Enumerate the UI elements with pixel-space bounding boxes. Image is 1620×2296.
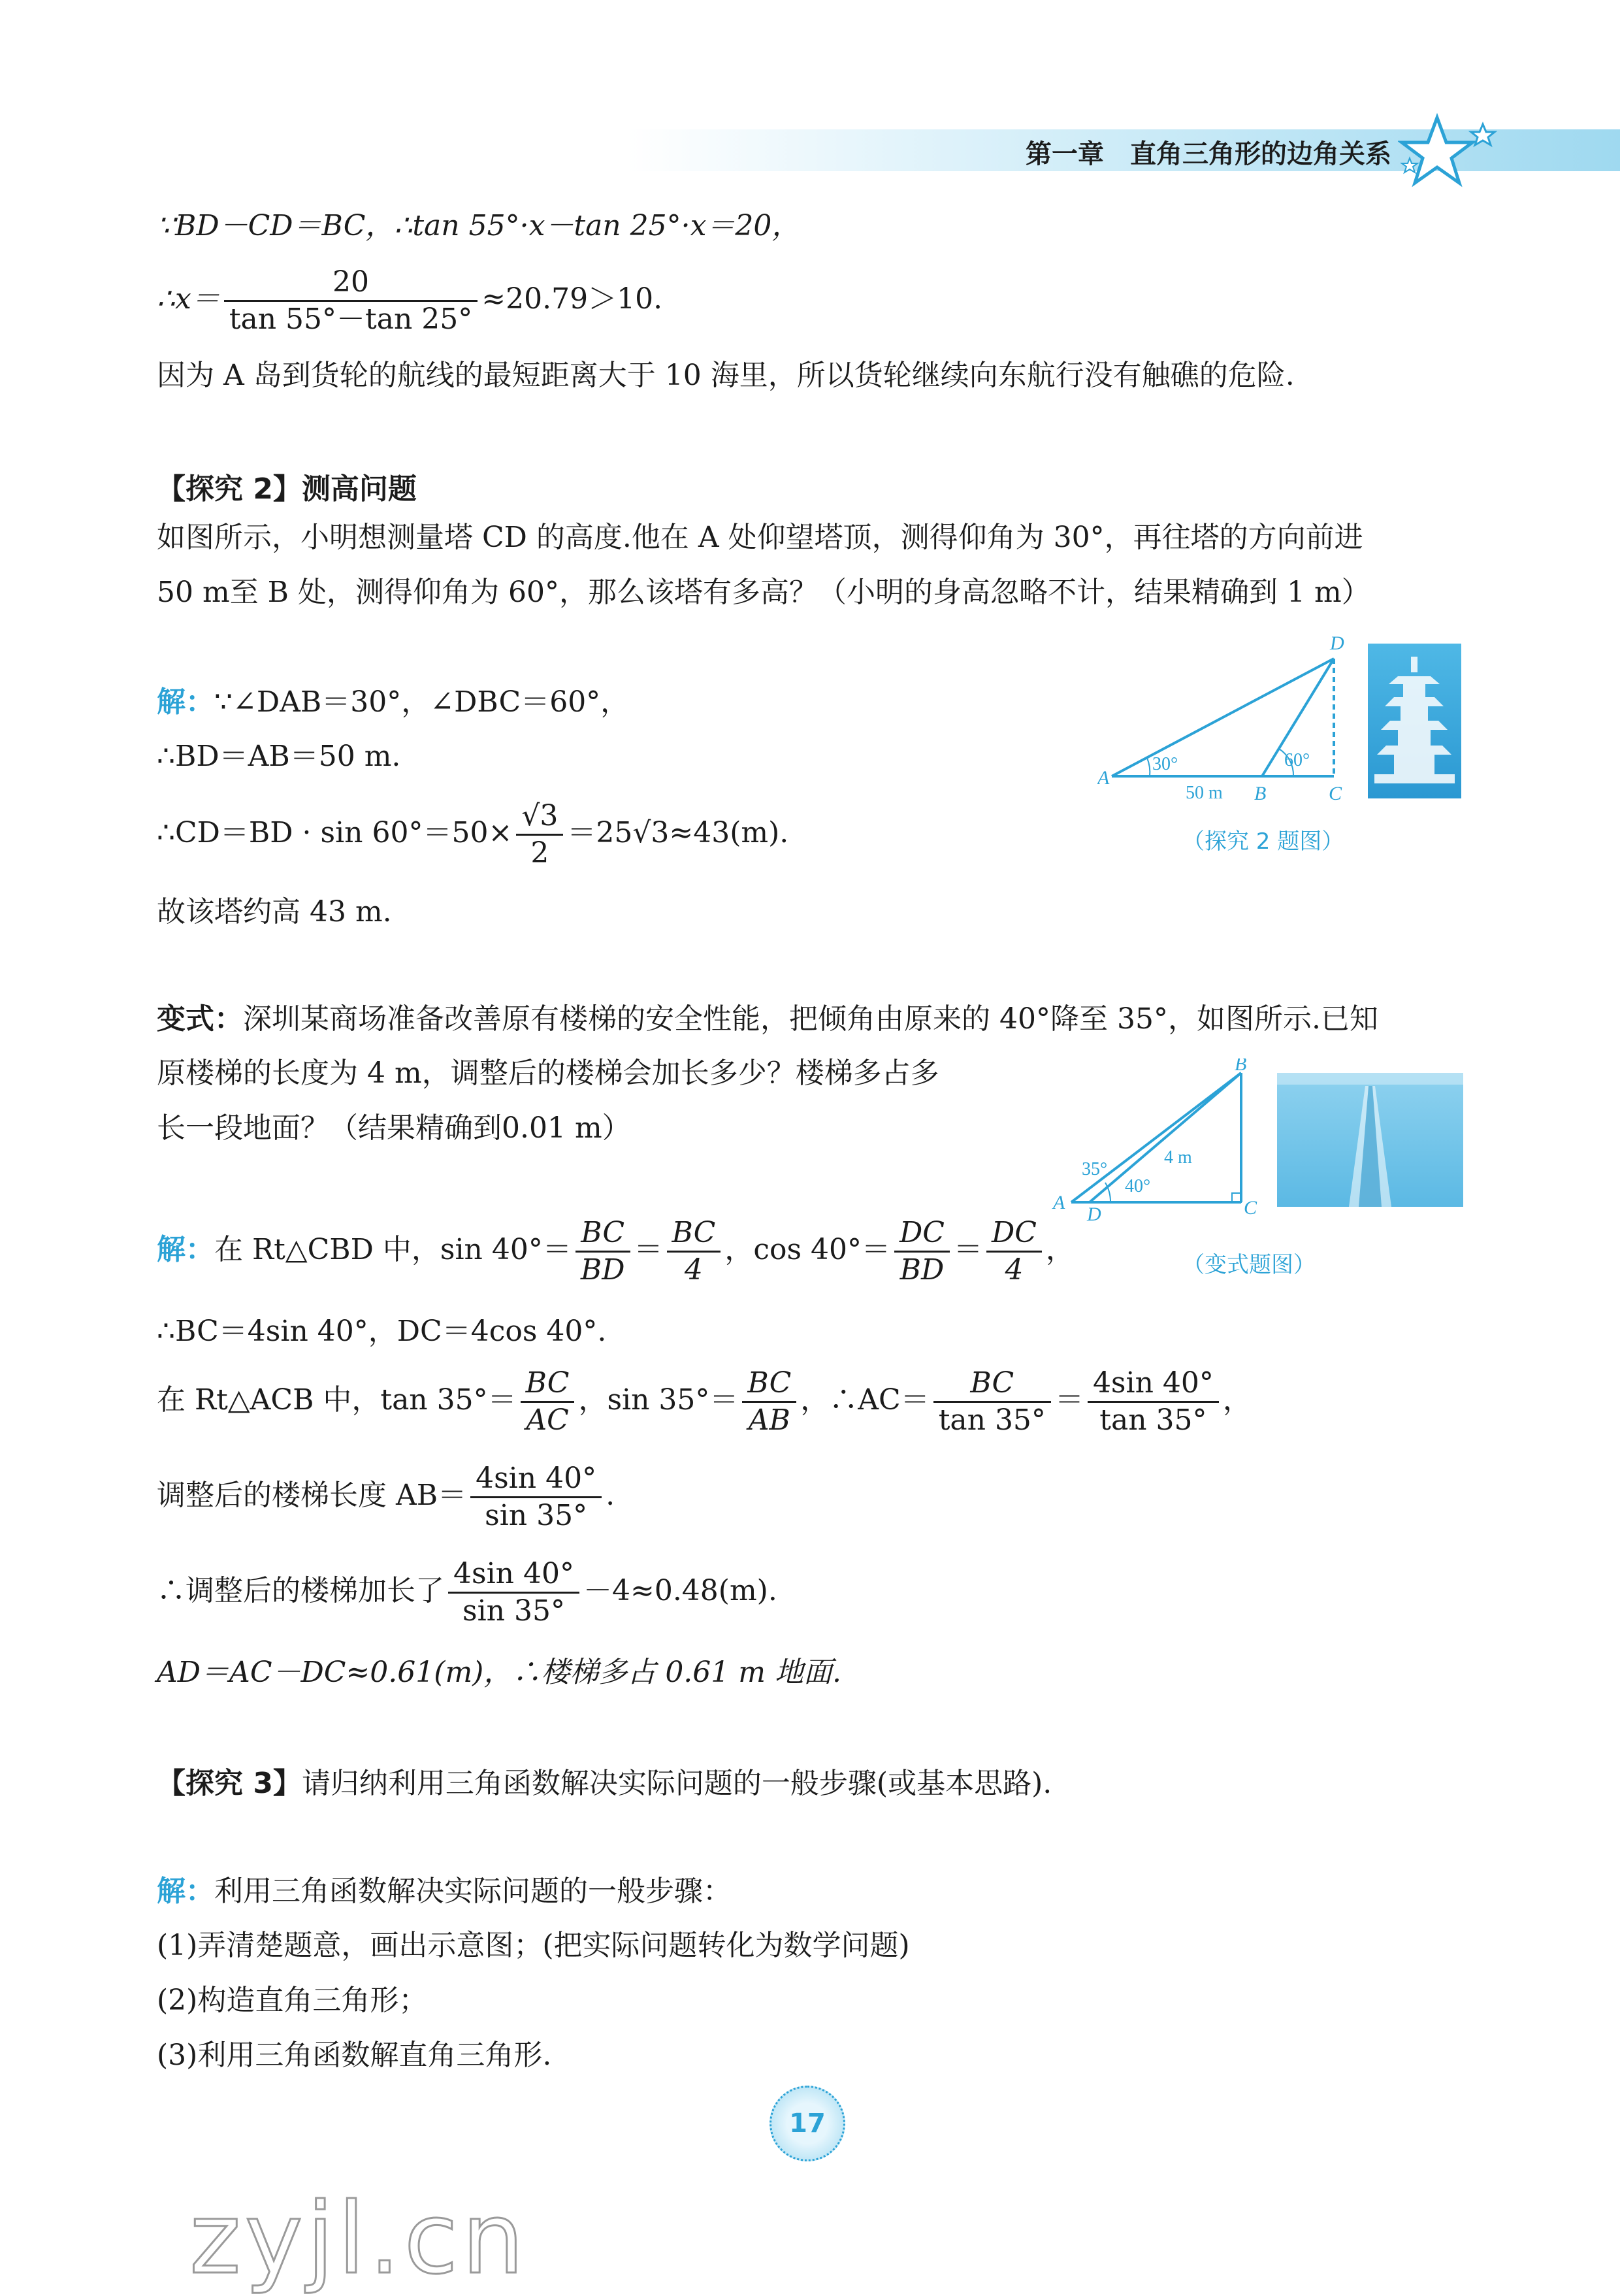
label-point-a: A (1097, 767, 1110, 789)
solution-label: 解： (157, 1875, 214, 1908)
numerator: 4sin 40° (1088, 1366, 1219, 1403)
solution-line: (1)弄清楚题意，画出示意图；(把实际问题转化为数学问题) (157, 1929, 910, 1962)
numerator: BC (521, 1366, 575, 1403)
formula-line (157, 1556, 777, 1629)
formula-text: －4≈0.48(m). (583, 1574, 777, 1607)
solution-line: 故该塔约高 43 m. (157, 895, 392, 928)
formula-text: 在 Rt△ACB 中，tan 35°＝ (157, 1383, 517, 1417)
denominator: AC (526, 1403, 569, 1437)
section-heading: 【探究 3】 (157, 1767, 302, 1800)
stair-figure (1045, 1058, 1261, 1222)
denominator: AB (748, 1403, 790, 1437)
question-line (157, 1000, 1378, 1039)
question-line: 如图所示，小明想测量塔 CD 的高度.他在 A 处仰望塔顶，测得仰角为 30°，再往塔的方向前进 (157, 521, 1363, 554)
watermark: zyjl.cn (189, 2182, 528, 2296)
label-point-c: C (1244, 1197, 1257, 1219)
solution-label: 解： (157, 1233, 214, 1266)
question-text: 深圳某商场准备改善原有楼梯的安全性能，把倾角由原来的 40°降至 35°，如图所示.已知 (243, 1002, 1378, 1036)
denominator: 2 (530, 836, 549, 870)
solution-line: ∴BD＝AB＝50 m. (157, 740, 401, 773)
text-line: 因为 A 岛到货轮的航线的最短距离大于 10 海里，所以货轮继续向东航行没有触礁的危险. (157, 359, 1295, 392)
numerator: √3 (516, 798, 563, 836)
formula-prefix: ∴CD＝BD · sin 60°＝50× (157, 816, 513, 849)
denominator: BD (580, 1253, 625, 1287)
solution-line (157, 683, 629, 722)
fraction (933, 1366, 1051, 1438)
formula-text: ，sin 35°＝ (578, 1383, 739, 1417)
pagoda-photo (1368, 644, 1461, 798)
denominator: BD (899, 1253, 945, 1287)
denominator: 4 (684, 1253, 703, 1287)
solution-line: (3)利用三角函数解直角三角形. (157, 2039, 552, 2072)
formula-suffix: ＝25√3≈43(m). (567, 816, 789, 849)
denominator: tan 35° (1099, 1403, 1207, 1437)
denominator: sin 35° (485, 1499, 588, 1532)
numerator: 4sin 40° (448, 1556, 579, 1594)
formula-prefix: ∴x＝ (157, 282, 220, 316)
fraction (521, 1366, 575, 1438)
section-heading: 【探究 2】测高问题 (157, 472, 417, 506)
denominator: tan 35° (938, 1403, 1046, 1437)
formula-line (157, 1461, 615, 1533)
numerator: 4sin 40° (470, 1461, 602, 1498)
numerator: DC (986, 1215, 1042, 1253)
star-icon (1398, 111, 1502, 189)
denominator: tan 55°－tan 25° (229, 303, 473, 336)
escalator-photo (1277, 1073, 1463, 1207)
solution-line (157, 1872, 732, 1911)
numerator: BC (667, 1215, 721, 1253)
length-label: 4 m (1164, 1147, 1192, 1168)
label-point-a: A (1053, 1192, 1065, 1213)
formula-text: ， (1045, 1233, 1075, 1266)
question-text: 请归纳利用三角函数解决实际问题的一般步骤(或基本思路). (301, 1767, 1052, 1800)
page-number: 17 (789, 2108, 826, 2139)
fraction (894, 1215, 950, 1288)
fraction (1088, 1366, 1219, 1438)
numerator: BC (742, 1366, 796, 1403)
figure-caption: （探究 2 题图） (1182, 828, 1344, 855)
formula-line (157, 1366, 1252, 1438)
solution-line: (2)构造直角三角形； (157, 1984, 428, 2017)
angle-label-a: 35° (1082, 1159, 1108, 1179)
denominator: sin 35° (462, 1594, 565, 1628)
formula-text: ， (1222, 1383, 1252, 1417)
numerator: 20 (224, 265, 478, 302)
solution-label: 解： (157, 685, 214, 719)
page-number-badge (770, 2086, 845, 2161)
formula-text: 在 Rt△CBD 中，sin 40°＝ (214, 1233, 572, 1266)
equals: ＝ (634, 1233, 663, 1266)
formula-text: 调整后的楼梯长度 AB＝ (157, 1479, 467, 1512)
formula-text: . (606, 1479, 615, 1512)
denominator: 4 (1005, 1253, 1024, 1287)
fraction (575, 1215, 630, 1288)
angle-label-d: 40° (1125, 1176, 1151, 1196)
solution-text: 利用三角函数解决实际问题的一般步骤： (214, 1875, 732, 1908)
numerator: DC (894, 1215, 950, 1253)
formula-suffix: ≈20.79＞10. (481, 282, 663, 316)
section-line (157, 1764, 1052, 1803)
label-point-b: B (1235, 1058, 1247, 1075)
fraction (667, 1215, 721, 1288)
fraction (448, 1556, 579, 1629)
equals: ＝ (953, 1233, 982, 1266)
formula-line (157, 265, 662, 337)
question-line: 原楼梯的长度为 4 m，调整后的楼梯会加长多少？楼梯多占多 (157, 1057, 939, 1090)
escalator-icon (1277, 1073, 1463, 1207)
triangle-figure (1097, 627, 1378, 810)
solution-line: ∴BC＝4sin 40°，DC＝4cos 40°. (157, 1315, 607, 1348)
numerator: BC (575, 1215, 630, 1253)
equals: ＝ (1054, 1383, 1084, 1417)
length-label: 50 m (1186, 783, 1223, 803)
label-point-d: D (1087, 1204, 1101, 1222)
variant-label: 变式： (157, 1002, 243, 1036)
chapter-title: 直角三角形的边角关系 (1130, 139, 1391, 169)
question-line: 50 m至 B 处，测得仰角为 60°，那么该塔有多高？（小明的身高忽略不计，结果精确到 1 m） (157, 576, 1370, 609)
label-point-b: B (1254, 783, 1267, 804)
formula-text: ∴调整后的楼梯加长了 (157, 1574, 444, 1607)
fraction (742, 1366, 796, 1438)
solution-line: AD＝AC－DC≈0.61(m)，∴楼梯多占 0.61 m 地面. (157, 1656, 841, 1689)
formula-text: ，∴AC＝ (800, 1383, 930, 1417)
formula-line (157, 1215, 1075, 1288)
fraction (516, 798, 563, 871)
numerator: BC (933, 1366, 1051, 1403)
chapter-label: 第一章 (1026, 139, 1104, 169)
label-point-d: D (1330, 632, 1344, 654)
fraction (986, 1215, 1042, 1288)
angle-label-b: 60° (1284, 750, 1310, 770)
fraction (470, 1461, 602, 1533)
question-line: 长一段地面？（结果精确到0.01 m） (157, 1111, 631, 1145)
formula-line (157, 798, 788, 871)
figure-caption: （变式题图） (1182, 1252, 1316, 1278)
text-line: ∵BD－CD＝BC，∴tan 55°·x－tan 25°·x＝20， (157, 209, 801, 242)
fraction (224, 265, 478, 337)
label-point-c: C (1329, 783, 1342, 804)
formula-text: ，cos 40°＝ (724, 1233, 891, 1266)
solution-text: ∵∠DAB＝30°，∠DBC＝60°， (214, 685, 630, 719)
angle-label-a: 30° (1152, 754, 1178, 774)
pagoda-icon (1368, 644, 1461, 798)
